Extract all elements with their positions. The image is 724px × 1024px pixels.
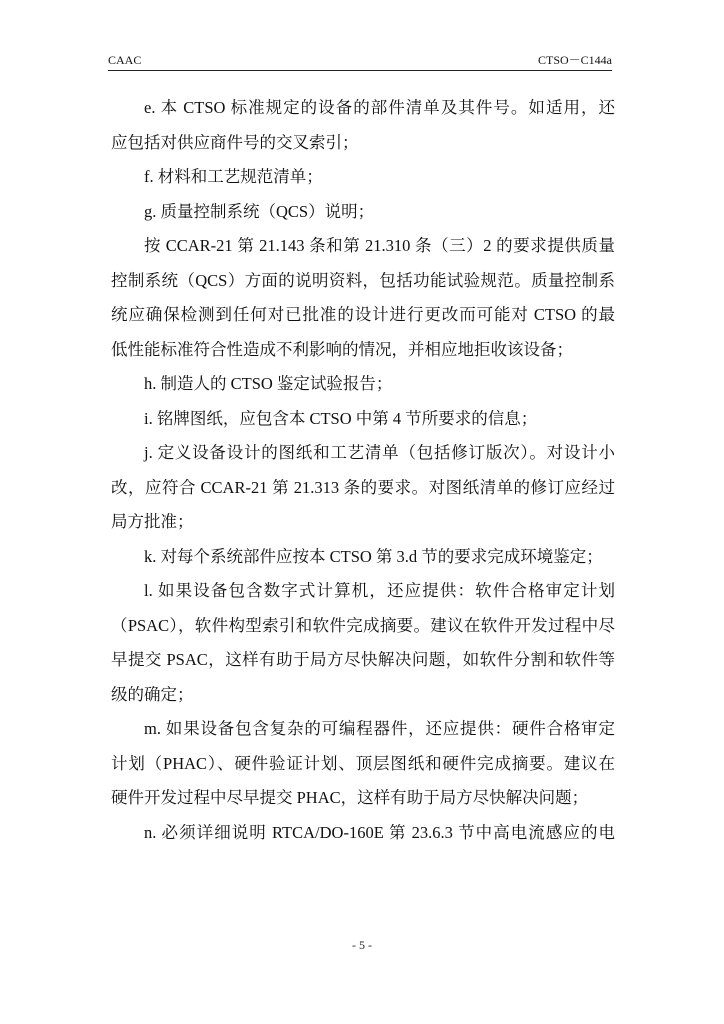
text-line-content: n. 必须详细说明 RTCA/DO-160E 第 23.6.3 节中高电流感应的电 bbox=[144, 822, 615, 842]
text-line bbox=[111, 367, 615, 402]
header-org: CAAC bbox=[108, 53, 142, 67]
text-line bbox=[111, 678, 615, 713]
text-line-content: f. 材料和工艺规范清单； bbox=[144, 167, 323, 186]
text-line bbox=[111, 229, 615, 264]
text-line bbox=[111, 712, 615, 747]
text-line-content: 早提交 PSAC，这样有助于局方尽快解决问题，如软件分割和软件等 bbox=[111, 650, 615, 669]
document-body bbox=[111, 91, 615, 850]
text-line bbox=[111, 609, 615, 644]
text-line-content: 局方批准； bbox=[111, 512, 194, 531]
text-line bbox=[111, 540, 615, 575]
text-line-content: j. 定义设备设计的图纸和工艺清单（包括修订版次）。对设计小 bbox=[144, 443, 615, 462]
text-line bbox=[111, 747, 615, 782]
text-line-content: i. 铭牌图纸，应包含本 CTSO 中第 4 节所要求的信息； bbox=[144, 408, 538, 428]
text-line bbox=[111, 471, 615, 506]
text-line-content: k. 对每个系统部件应按本 CTSO 第 3.d 节的要求完成环境鉴定； bbox=[144, 546, 603, 566]
text-line-content: 统应确保检测到任何对已批准的设计进行更改而可能对 CTSO 的最 bbox=[111, 305, 615, 324]
text-line-content: 应包括对供应商件号的交叉索引； bbox=[111, 132, 359, 152]
text-line bbox=[111, 195, 615, 230]
text-line-content: 低性能标准符合性造成不利影响的情况，并相应地拒收该设备； bbox=[111, 339, 573, 359]
text-line bbox=[111, 91, 615, 126]
text-line bbox=[111, 781, 615, 816]
text-line bbox=[111, 298, 615, 333]
text-line-content: g. 质量控制系统（QCS）说明； bbox=[144, 201, 375, 221]
header-doc-id: CTSO－C144a bbox=[537, 53, 612, 67]
text-line bbox=[111, 643, 615, 678]
text-line-content: 计划（PHAC）、硬件验证计划、顶层图纸和硬件完成摘要。建议在 bbox=[111, 753, 615, 773]
text-line-content: 控制系统（QCS）方面的说明资料，包括功能试验规范。质量控制系 bbox=[111, 270, 615, 290]
text-line bbox=[111, 333, 615, 368]
text-line-content: 级的确定； bbox=[111, 684, 194, 704]
text-line bbox=[111, 436, 615, 471]
text-line-content: （PSAC），软件构型索引和软件完成摘要。建议在软件开发过程中尽 bbox=[111, 615, 615, 635]
text-line-content: m. 如果设备包含复杂的可编程器件，还应提供：硬件合格审定 bbox=[144, 719, 615, 738]
text-line-content: 硬件开发过程中尽早提交 PHAC，这样有助于局方尽快解决问题； bbox=[111, 788, 589, 807]
page-number: - 5 - bbox=[352, 938, 372, 952]
header-divider bbox=[108, 70, 612, 71]
text-line bbox=[111, 574, 615, 609]
text-line bbox=[111, 816, 615, 851]
text-line-content: e. 本 CTSO 标准规定的设备的部件清单及其件号。如适用，还 bbox=[144, 98, 615, 117]
text-line-content: h. 制造人的 CTSO 鉴定试验报告； bbox=[144, 374, 393, 393]
text-line bbox=[111, 126, 615, 161]
text-line bbox=[111, 505, 615, 540]
text-line bbox=[111, 160, 615, 195]
text-line-content: l. 如果设备包含数字式计算机，还应提供：软件合格审定计划 bbox=[144, 581, 615, 600]
text-line-content: 按 CCAR-21 第 21.143 条和第 21.310 条（三）2 的要求提供质量 bbox=[144, 236, 615, 255]
text-line bbox=[111, 402, 615, 437]
text-line bbox=[111, 264, 615, 299]
text-line-content: 改，应符合 CCAR-21 第 21.313 条的要求。对图纸清单的修订应经过 bbox=[111, 477, 615, 497]
